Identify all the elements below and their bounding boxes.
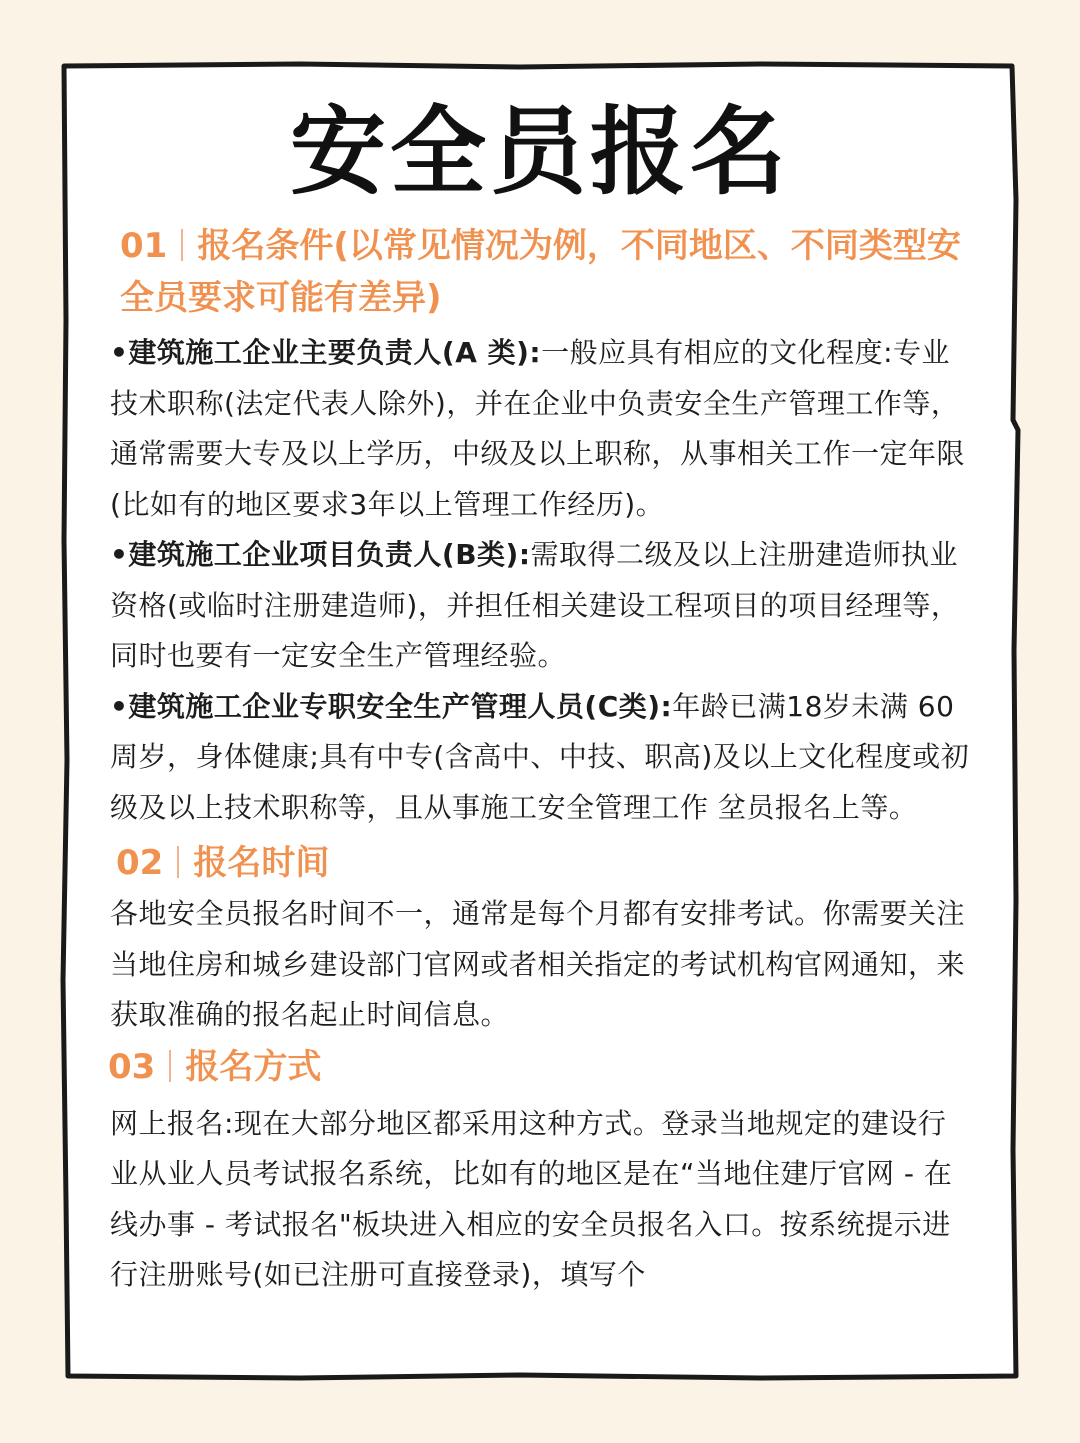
condition-text: 一般应具有相应的文化程度:专业技术职称(法定代表人除外)，并在企业中负责安全生产管理工作等，通常需要大专及以上学历，中级及以上职称，从事相关工作一定年限(比如有的地区要求3年以上管理工作经历)。 [110, 336, 966, 521]
bullet: • [110, 689, 129, 723]
section-divider [181, 229, 183, 261]
bullet: • [110, 538, 129, 571]
section-title: 报名条件(以常见情况为例，不同地区、不同类型安全员要求可能有差异) [120, 226, 961, 318]
section-title: 报名方式 [185, 1046, 322, 1087]
method-paragraph: 网上报名:现在大部分地区都采用这种方式。登录当地规定的建设行业从业人员考试报名系统，比如有的地区是在“当地住建厅官网 - 在线办事 - 考试报名"板块进入相应的安全员报名入口。按系统提示进行注册账号(如已注册可直接登录)，填写个 [110, 1106, 953, 1291]
section-heading-method [108, 1041, 970, 1093]
document-body [110, 92, 970, 1301]
condition-item-b [110, 530, 970, 682]
section-number: 02 [116, 843, 164, 883]
condition-label: 建筑施工企业主要负责人(A 类): [128, 336, 542, 369]
condition-label: 建筑施工企业专职安全生产管理人员(C类): [128, 689, 673, 723]
section-number: 03 [108, 1046, 156, 1087]
section-heading-time [116, 837, 970, 889]
section-heading-conditions [120, 220, 970, 324]
page-title: 安全员报名 [290, 96, 790, 208]
section-divider [177, 846, 179, 878]
condition-item-c [110, 682, 970, 834]
condition-item-a [110, 328, 970, 530]
condition-label: 建筑施工企业项目负责人(B类): [128, 538, 531, 571]
section-number: 01 [120, 226, 168, 266]
time-paragraph: 各地安全员报名时间不一，通常是每个月都有安排考试。你需要关注当地住房和城乡建设部门官网或者相关指定的考试机构官网通知，来获取准确的报名起止时间信息。 [110, 897, 966, 1031]
section-divider [169, 1050, 171, 1082]
condition-text: 年龄已满18岁未满 60 周岁，身体健康;具有中专(含高中、中技、职高)及以上文化程度或初级及以上技术职称等，且从事施工安全管理工作 坌员报名上等。 [110, 689, 970, 824]
section-title: 报名时间 [193, 843, 330, 883]
condition-text: 需取得二级及以上注册建造师执业资格(或临时注册建造师)，并担任相关建设工程项目的项目经理等，同时也要有一定安全生产管理经验。 [110, 538, 960, 672]
bullet: • [110, 336, 129, 369]
